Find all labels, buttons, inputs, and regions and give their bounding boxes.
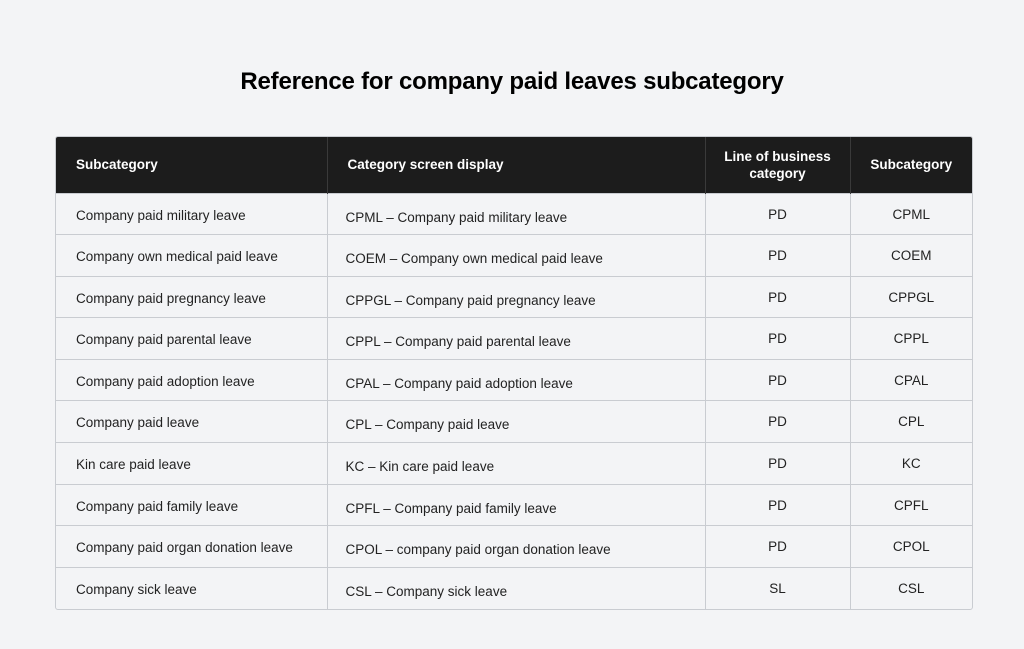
cell-subcategory: Company paid military leave	[56, 193, 327, 235]
cell-category-screen-display: CPOL – company paid organ donation leave	[327, 526, 705, 568]
cell-line-of-business: PD	[705, 484, 850, 526]
cell-category-screen-display: KC – Kin care paid leave	[327, 443, 705, 485]
cell-category-screen-display: CPL – Company paid leave	[327, 401, 705, 443]
cell-subcategory-code: COEM	[891, 248, 932, 264]
table-body	[56, 193, 972, 609]
cell-subcategory: Company sick leave	[56, 567, 327, 609]
cell-category-screen-display: CPML – Company paid military leave	[327, 193, 705, 235]
cell-line-of-business: PD	[705, 526, 850, 568]
cell-subcategory: Company paid organ donation leave	[56, 526, 327, 568]
cell-subcategory-code: CSL	[898, 580, 925, 596]
cell-line-of-business: PD	[705, 401, 850, 443]
cell-line-of-business: PD	[705, 359, 850, 401]
table-row	[56, 318, 972, 360]
cell-subcategory: Kin care paid leave	[56, 443, 327, 485]
cell-subcategory: Company paid family leave	[56, 484, 327, 526]
cell-subcategory: Company paid adoption leave	[56, 359, 327, 401]
reference-table	[55, 136, 973, 610]
cell-subcategory: Company paid pregnancy leave	[56, 276, 327, 318]
cell-line-of-business: PD	[705, 235, 850, 277]
reference-table-grid	[56, 137, 972, 609]
table-row	[56, 401, 972, 443]
cell-subcategory-code: CPFL	[893, 497, 929, 513]
cell-subcategory-code: CPL	[898, 414, 925, 430]
cell-subcategory-code: CPOL	[892, 539, 930, 555]
cell-line-of-business: PD	[705, 318, 850, 360]
page-title: Reference for company paid leaves subcategory	[240, 68, 784, 95]
cell-subcategory: Company paid leave	[56, 401, 327, 443]
cell-category-screen-display: CSL – Company sick leave	[327, 567, 705, 609]
table-row	[56, 359, 972, 401]
cell-line-of-business: SL	[705, 567, 850, 609]
table-row	[56, 567, 972, 609]
cell-line-of-business: PD	[705, 193, 850, 235]
table-header	[56, 137, 972, 193]
cell-category-screen-display: CPAL – Company paid adoption leave	[327, 359, 705, 401]
cell-category-screen-display: CPPL – Company paid parental leave	[327, 318, 705, 360]
table-row	[56, 443, 972, 485]
cell-line-of-business: PD	[705, 276, 850, 318]
cell-subcategory: Company paid parental leave	[56, 318, 327, 360]
cell-subcategory: Company own medical paid leave	[56, 235, 327, 277]
cell-subcategory-code: CPAL	[894, 372, 929, 388]
header-subcategory-code: Subcategory	[870, 157, 953, 173]
table-row	[56, 235, 972, 277]
header-subcategory: Subcategory	[56, 137, 327, 193]
header-line-of-business-category: Line of business category	[705, 137, 850, 193]
cell-category-screen-display: CPPGL – Company paid pregnancy leave	[327, 276, 705, 318]
cell-line-of-business: PD	[705, 443, 850, 485]
table-row	[56, 276, 972, 318]
table-header-row	[56, 137, 972, 193]
cell-subcategory-code: CPPL	[893, 331, 929, 347]
cell-subcategory-code: CPPGL	[888, 289, 935, 305]
header-category-screen-display: Category screen display	[327, 137, 705, 193]
cell-subcategory-code: KC	[901, 456, 921, 472]
table-row	[56, 526, 972, 568]
table-row	[56, 193, 972, 235]
cell-category-screen-display: CPFL – Company paid family leave	[327, 484, 705, 526]
cell-subcategory-code: CPML	[892, 206, 930, 222]
table-row	[56, 484, 972, 526]
cell-category-screen-display: COEM – Company own medical paid leave	[327, 235, 705, 277]
